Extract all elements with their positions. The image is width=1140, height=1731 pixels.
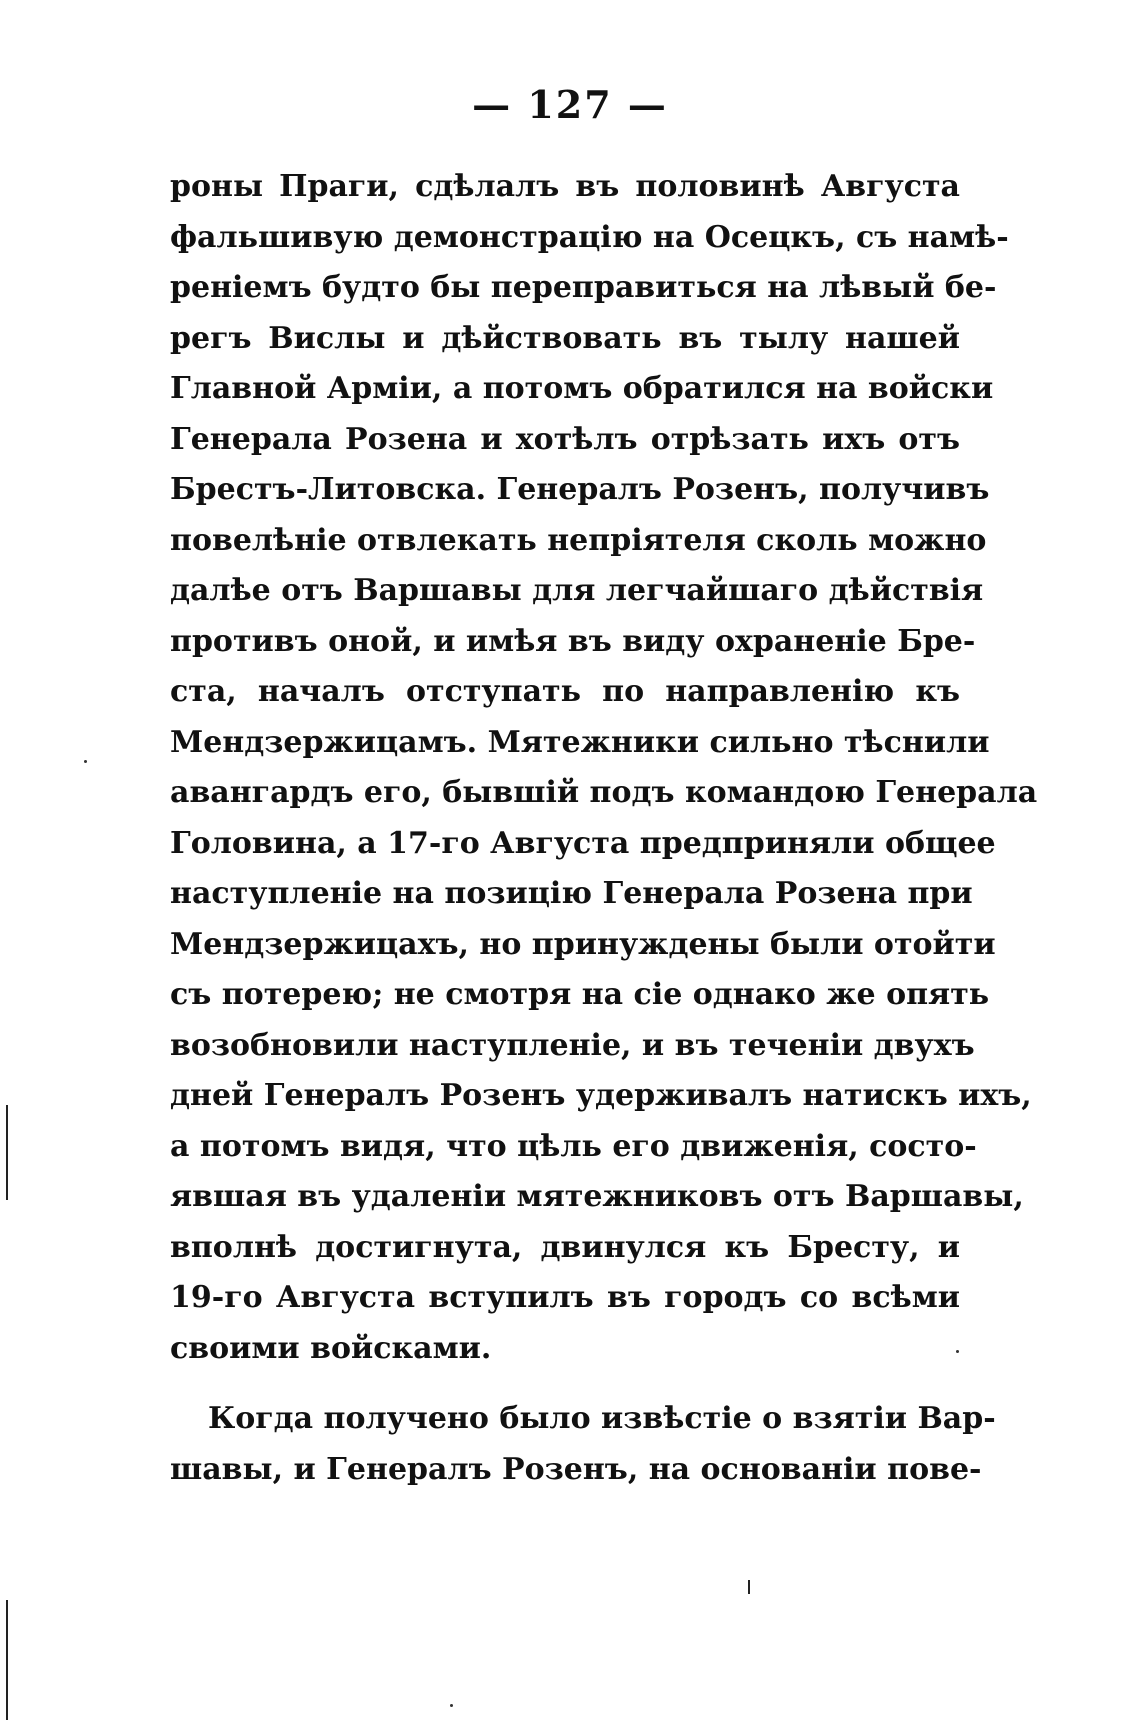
text-line: реніемъ будто бы переправиться на лѣвый бе- bbox=[170, 270, 997, 305]
text-line: фальшивую демонстрацію на Осецкъ, съ намѣ- bbox=[170, 219, 1009, 255]
text-line: Брестъ-Литовска. Генералъ Розенъ, получивъ bbox=[170, 472, 990, 507]
text-line: Когда получено было извѣстіе о взятіи Вар- bbox=[208, 1401, 996, 1436]
speck bbox=[956, 1350, 959, 1353]
margin-mark bbox=[748, 1580, 750, 1594]
speck bbox=[450, 1704, 453, 1707]
text-line: явшая въ удаленіи мятежниковъ отъ Варшавы, bbox=[170, 1179, 1024, 1214]
page-number: — 127 — bbox=[472, 82, 668, 127]
paragraph-gap bbox=[170, 1374, 960, 1394]
speck bbox=[84, 760, 87, 763]
text-line: а потомъ видя, что цѣль его движенія, состо- bbox=[170, 1128, 977, 1164]
text-line: Главной Арміи, а потомъ обратился на войски bbox=[170, 371, 994, 406]
text-line: регъ Вислы и дѣйствовать въ тылу нашей bbox=[170, 320, 960, 356]
paragraph-2 bbox=[170, 1394, 996, 1495]
text-line: противъ оной, и имѣя въ виду охраненіе Бре- bbox=[170, 623, 976, 659]
text-line: возобновили наступленіе, и въ теченіи двухъ bbox=[170, 1027, 975, 1063]
paragraph-1 bbox=[170, 162, 1038, 1374]
text-line: авангардъ его, бывшій подъ командою Генерала bbox=[170, 775, 1038, 810]
text-line: 19-го Августа вступилъ въ городъ со всѣми bbox=[170, 1280, 960, 1315]
text-line: дней Генералъ Розенъ удерживалъ натискъ ихъ, bbox=[170, 1078, 1032, 1113]
text-line: далѣе отъ Варшавы для легчайшаго дѣйствія bbox=[170, 573, 984, 608]
text-line: шавы, и Генералъ Розенъ, на основаніи пове- bbox=[170, 1451, 982, 1487]
text-line: повелѣніе отвлекать непріятеля сколь можно bbox=[170, 522, 987, 558]
text-line: вполнѣ достигнута, двинулся къ Бресту, и bbox=[170, 1229, 960, 1265]
text-line: Мендзержицахъ, но принуждены были отойти bbox=[170, 926, 996, 962]
text-line: Мендзержицамъ. Мятежники сильно тѣснили bbox=[170, 724, 990, 760]
text-line: своими войсками. bbox=[170, 1330, 492, 1366]
text-line: Генерала Розена и хотѣлъ отрѣзать ихъ отъ bbox=[170, 421, 960, 457]
text-line: Головина, а 17-го Августа предприняли общее bbox=[170, 825, 996, 861]
text-line: роны Праги, сдѣлалъ въ половинѣ Августа bbox=[170, 169, 960, 204]
text-line: съ потерею; не смотря на сіе однако же опять bbox=[170, 977, 990, 1012]
text-line: наступленіе на позицію Генерала Розена при bbox=[170, 876, 973, 911]
body-text bbox=[170, 162, 1038, 1495]
margin-mark bbox=[6, 1600, 8, 1720]
text-line: ста, началъ отступать по направленію къ bbox=[170, 674, 960, 709]
margin-mark bbox=[6, 1105, 8, 1200]
